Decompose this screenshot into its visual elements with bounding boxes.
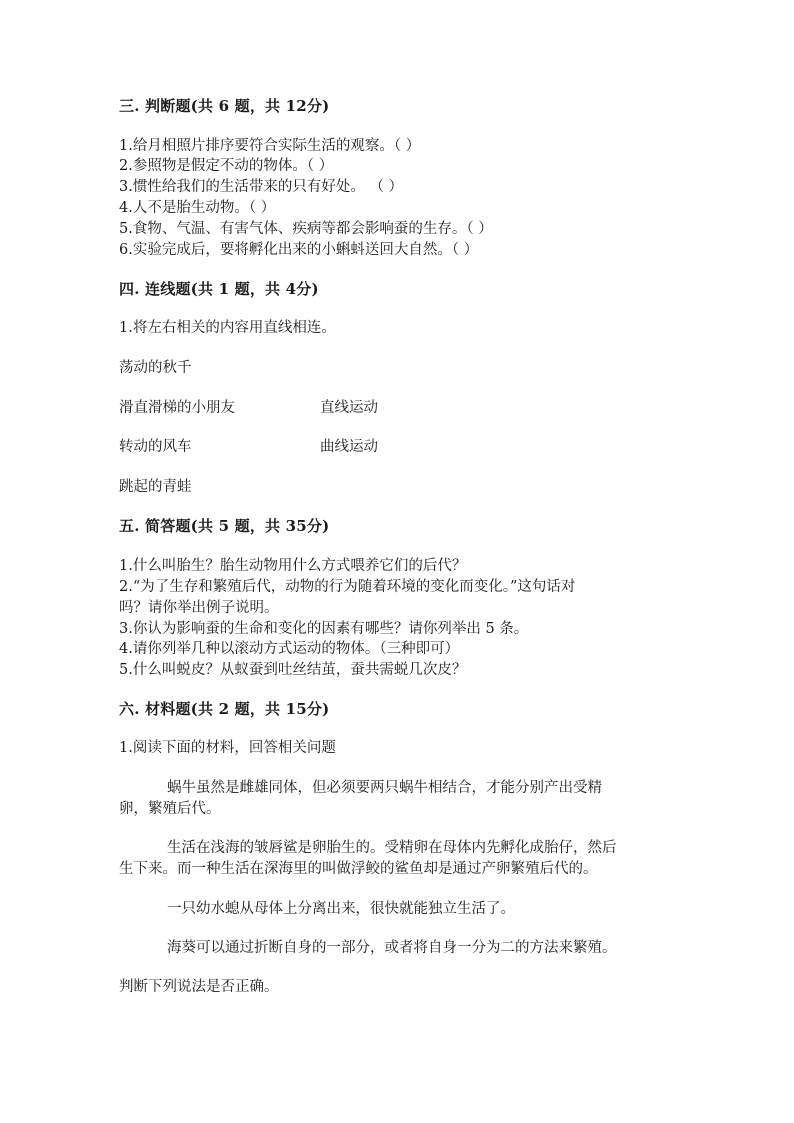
section6-heading: 六. 材料题(共 2 题，共 15分): [119, 700, 330, 718]
material-paragraph-2-line-2: 生下来。而一种生活在深海里的叫做浮鲛的鲨鱼却是通过产卵繁殖后代的。: [119, 861, 598, 877]
match-left-item-4: 跳起的青蛙: [119, 479, 192, 495]
match-left-item-2: 滑直滑梯的小朋友: [119, 400, 235, 416]
match-right-item-2: 曲线运动: [320, 439, 378, 455]
section3-heading: 三. 判断题(共 6 题，共 12分): [119, 97, 330, 115]
section3-item-2: 2.参照物是假定不动的物体。（ ）: [119, 158, 334, 174]
section5-item-2-cont: 吗？请你举出例子说明。: [119, 600, 279, 616]
match-right-item-1: 直线运动: [320, 400, 378, 416]
material-paragraph-3: 一只幼水螅从母体上分离出来，很快就能独立生活了。: [167, 901, 515, 917]
section5-heading: 五. 简答题(共 5 题，共 35分): [119, 517, 330, 535]
section3-item-5: 5.食物、气温、有害气体、疾病等都会影响蚕的生存。（ ）: [119, 221, 493, 237]
section6-closing: 判断下列说法是否正确。: [119, 979, 279, 995]
section5-item-2: 2.“为了生存和繁殖后代，动物的行为随着环境的变化而变化。”这句话对: [119, 579, 576, 595]
section5-item-1: 1.什么叫胎生？胎生动物用什么方式喂养它们的后代？: [119, 558, 467, 574]
material-paragraph-1-line-1: 蜗牛虽然是雌雄同体，但必须要两只蜗牛相结合，才能分别产出受精: [167, 780, 602, 796]
match-left-item-1: 荡动的秋千: [119, 360, 192, 376]
section6-question: 1.阅读下面的材料，回答相关问题: [119, 740, 336, 756]
section4-question: 1.将左右相关的内容用直线相连。: [119, 320, 336, 336]
material-paragraph-4: 海葵可以通过折断自身的一部分，或者将自身一分为二的方法来繁殖。: [167, 940, 617, 956]
material-paragraph-1-line-2: 卵，繁殖后代。: [119, 801, 221, 817]
match-left-item-3: 转动的风车: [119, 439, 192, 455]
section3-item-1: 1.给月相照片排序要符合实际生活的观察。（ ）: [119, 138, 421, 154]
section3-item-6: 6.实验完成后，要将孵化出来的小蝌蚪送回大自然。（ ）: [119, 242, 479, 258]
section4-heading: 四. 连线题(共 1 题，共 4分): [119, 280, 319, 298]
section5-item-3: 3.你认为影响蚕的生命和变化的因素有哪些？请你列举出 5 条。: [119, 621, 529, 637]
section3-item-4: 4.人不是胎生动物。（ ）: [119, 200, 276, 216]
section5-item-4: 4.请你列举几种以滚动方式运动的物体。（三种即可）: [119, 641, 460, 657]
section3-item-3: 3.惯性给我们的生活带来的只有好处。 （ ）: [119, 179, 404, 195]
material-paragraph-2-line-1: 生活在浅海的皱唇鲨是卵胎生的。受精卵在母体内先孵化成胎仔，然后: [167, 840, 617, 856]
section5-item-5: 5.什么叫蜕皮？从蚁蚕到吐丝结茧，蚕共需蜕几次皮？: [119, 662, 467, 678]
